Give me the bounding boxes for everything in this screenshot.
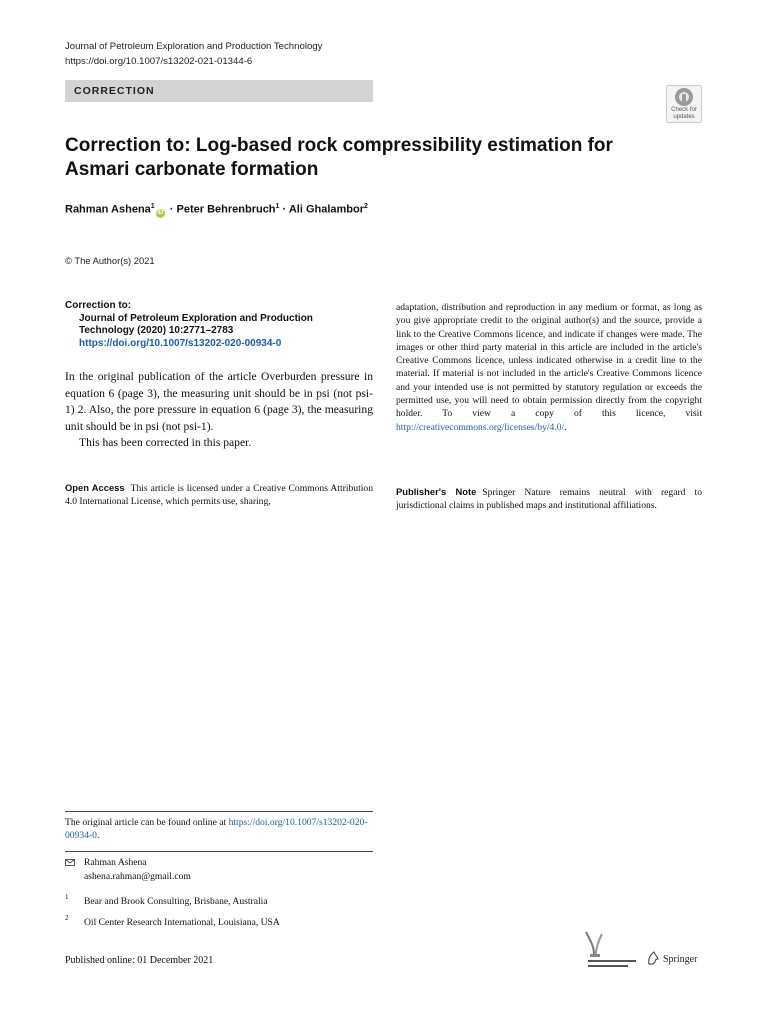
- original-journal-line2: Technology (2020) 10:2771–2783: [79, 325, 234, 336]
- envelope-icon: [65, 859, 75, 866]
- publisher-logos: [580, 930, 705, 972]
- article-type-bar: CORRECTION: [65, 80, 373, 102]
- footnote-link[interactable]: https://doi.org/10.1007/s13202-020-00934-0: [65, 817, 368, 841]
- publisher-note: Publisher's Note Springer Nature remains neutral with regard to jurisdictional claims in published maps and institutional affiliations.: [396, 486, 702, 512]
- corresponding-author-name: Rahman Ashena: [84, 857, 147, 868]
- springer-label: Springer: [663, 954, 698, 965]
- license-continuation: adaptation, distribution and reproduction in any medium or format, as long as you give appropriate credit to the original author(s) and the source, provide a link to the Creative Commons licence, and indicate if changes were made. The images or other third party material in this article are included in the article's Creative Commons licence, unless indicated otherwise in a credit line to the material. If material is not included in the article's Creative Commons licence and your intended use is not permitted by statutory regulation or exceeds the permitted use, you will need to obtain permission directly from the copyright holder. To view a copy of this licence, visit http://creativecommons.org/licenses/by/4.0/.: [396, 302, 702, 433]
- check-for-updates-button[interactable]: [666, 85, 702, 123]
- check-for-updates-icon: [675, 88, 693, 106]
- original-journal-line1: Journal of Petroleum Exploration and Production: [79, 312, 313, 324]
- article-title: Correction to: Log-based rock compressibility estimation for Asmari carbonate formation: [65, 135, 613, 180]
- springer-horse-icon: [646, 950, 660, 966]
- correction-body: [65, 369, 373, 452]
- journal-name: Journal of Petroleum Exploration and Production Technology: [65, 41, 323, 52]
- correction-reference: [65, 300, 373, 350]
- author-name[interactable]: Ali Ghalambor: [288, 203, 365, 216]
- publisher-note-label: Publisher's Note: [396, 486, 477, 497]
- open-access-statement: Open Access This article is licensed under a Creative Commons Attribution 4.0 International License, which permits use, sharing,: [65, 482, 373, 508]
- original-article-link[interactable]: https://doi.org/10.1007/s13202-020-00934-0: [79, 337, 282, 349]
- copyright-line: © The Author(s) 2021: [65, 255, 155, 266]
- author-name[interactable]: Peter Behrenbruch: [176, 203, 276, 216]
- original-article-footnote: The original article can be found online at https://doi.org/10.1007/s13202-020-00934-0.: [65, 817, 368, 841]
- author-list: Rahman Ashena$^1$iD · Peter Behrenbruch$^1$ · Ali Ghalambor$^2$: [65, 203, 368, 216]
- check-for-updates-label: Check for updates: [671, 107, 697, 120]
- body-paragraph: In the original publication of the article Overburden pressure in equation 6 (page 3), the measuring unit should be in psi (not psi-1) 2. Also, the pore pressure in equation 6 (page 3), the measuring unit should be in psi (not psi-1).: [65, 370, 373, 433]
- published-date: Published online: 01 December 2021: [65, 955, 214, 966]
- kacst-logo-icon: [580, 930, 642, 972]
- article-doi[interactable]: https://doi.org/10.1007/s13202-021-01344-6: [65, 56, 253, 67]
- orcid-icon[interactable]: iD: [157, 209, 164, 216]
- license-link[interactable]: http://creativecommons.org/licenses/by/4.0/: [396, 421, 565, 433]
- correction-label: Correction to:: [65, 300, 132, 311]
- open-access-label: Open Access: [65, 482, 125, 493]
- footnote-divider: [65, 851, 373, 852]
- corresponding-author-email[interactable]: ashena.rahman@gmail.com: [84, 871, 191, 882]
- footnote-divider: [65, 811, 373, 812]
- body-paragraph: This has been corrected in this paper.: [79, 436, 252, 450]
- author-name[interactable]: Rahman Ashena: [65, 203, 151, 216]
